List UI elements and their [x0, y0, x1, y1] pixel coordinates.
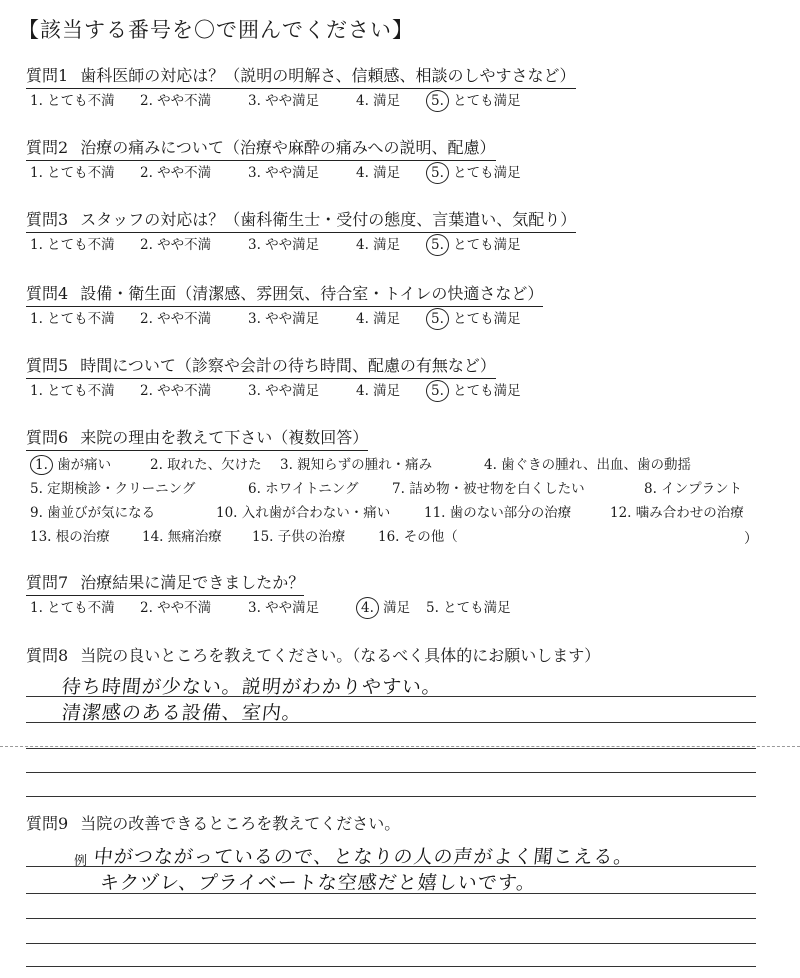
selection-circle: 5. [426, 234, 449, 256]
q6-option-16[interactable]: 16. その他（ [378, 529, 458, 545]
q8-answer-line [26, 748, 756, 749]
q5-number: 質問5 [26, 356, 69, 375]
option-4[interactable]: 4. 満足 [356, 311, 401, 327]
q6-text: 来院の理由を教えて下さい（複数回答） [80, 428, 369, 447]
q9-heading [26, 814, 400, 836]
q8-answer-line-1: 待ち時間が少ない。説明がわかりやすい。 [60, 676, 444, 698]
q9-answer-line-2: キクヅレ、プライベートな空感だと嬉しいです。 [98, 872, 538, 894]
q7-heading [26, 573, 304, 596]
q4-heading [26, 284, 543, 307]
option-5-selected[interactable]: 5. とても満足 [426, 164, 521, 182]
option-3[interactable]: 3. やや満足 [248, 93, 320, 109]
option-4[interactable]: 4. 満足 [356, 165, 401, 181]
q2-heading [26, 138, 496, 161]
selection-circle: 4. [356, 597, 379, 619]
selection-circle: 5. [426, 380, 449, 402]
q1-heading [26, 66, 576, 89]
q7-text: 治療結果に満足できましたか？ [80, 573, 305, 592]
option-1[interactable]: 1. とても不満 [30, 383, 115, 399]
option-1[interactable]: 1. とても不満 [30, 93, 115, 109]
q9-answer-line [26, 943, 756, 944]
q3-text: スタッフの対応は？（歯科衛生士・受付の態度、言葉遣い、気配り） [80, 210, 577, 229]
q9-number: 質問9 [26, 814, 69, 833]
option-5-selected[interactable]: 5. とても満足 [426, 310, 521, 328]
q5-heading [26, 356, 496, 379]
q6-option-9[interactable]: 9. 歯並びが気になる [30, 505, 156, 521]
q9-answer-line-1: 中がつながっているので、となりの人の声がよく聞こえる。 [92, 846, 635, 868]
q9-text: 当院の改善できるところを教えてください。 [80, 814, 401, 833]
q6-option-15[interactable]: 15. 子供の治療 [252, 529, 346, 545]
selection-circle: 1. [30, 455, 53, 475]
q6-option-7[interactable]: 7. 詰め物・被せ物を白くしたい [392, 481, 585, 497]
option-3[interactable]: 3. やや満足 [248, 600, 320, 616]
q3-heading [26, 210, 576, 233]
option-2[interactable]: 2. やや不満 [140, 311, 212, 327]
q6-option-13[interactable]: 13. 根の治療 [30, 529, 110, 545]
q6-option-10[interactable]: 10. 入れ歯が合わない・痛い [216, 505, 391, 521]
selection-circle: 5. [426, 308, 449, 330]
selection-circle: 5. [426, 90, 449, 112]
q6-number: 質問6 [26, 428, 69, 447]
option-3[interactable]: 3. やや満足 [248, 383, 320, 399]
option-2[interactable]: 2. やや不満 [140, 165, 212, 181]
option-2[interactable]: 2. やや不満 [140, 93, 212, 109]
option-4-selected[interactable]: 4. 満足 [356, 599, 410, 617]
q5-text: 時間について（診察や会計の待ち時間、配慮の有無など） [80, 356, 496, 375]
q6-option-4[interactable]: 4. 歯ぐきの腫れ、出血、歯の動揺 [484, 457, 691, 473]
q6-option-8[interactable]: 8. インプラント [644, 481, 743, 497]
q2-text: 治療の痛みについて（治療や麻酔の痛みへの説明、配慮） [80, 138, 496, 157]
q9-answer-line [26, 918, 756, 919]
option-4[interactable]: 4. 満足 [356, 237, 401, 253]
option-5-selected[interactable]: 5. とても満足 [426, 236, 521, 254]
q8-answer-line [26, 772, 756, 773]
q6-heading [26, 428, 368, 451]
q7-number: 質問7 [26, 573, 69, 592]
option-1[interactable]: 1. とても不満 [30, 600, 115, 616]
q3-number: 質問3 [26, 210, 69, 229]
q8-text: 当院の良いところを教えてください。（なるべく具体的にお願いします） [80, 646, 601, 665]
option-1[interactable]: 1. とても不満 [30, 237, 115, 253]
q6-option-14[interactable]: 14. 無痛治療 [142, 529, 222, 545]
page-title: 【該当する番号を〇で囲んでください】 [18, 18, 414, 42]
q6-option-12[interactable]: 12. 噛み合わせの治療 [610, 505, 744, 521]
q8-answer-line [26, 796, 756, 797]
q9-answer-line [26, 966, 756, 967]
option-2[interactable]: 2. やや不満 [140, 600, 212, 616]
q6-option-6[interactable]: 6. ホワイトニング [248, 481, 359, 497]
q8-heading [26, 646, 600, 668]
q6-option-5[interactable]: 5. 定期検診・クリーニング [30, 481, 196, 497]
q6-close-paren: ） [744, 531, 758, 547]
q2-number: 質問2 [26, 138, 69, 157]
option-5-selected[interactable]: 5. とても満足 [426, 92, 521, 110]
q6-option-2[interactable]: 2. 取れた、欠けた [150, 457, 262, 473]
q8-number: 質問8 [26, 646, 69, 665]
q1-text: 歯科医師の対応は？（説明の明解さ、信頼感、相談のしやすさなど） [80, 66, 576, 85]
option-2[interactable]: 2. やや不満 [140, 383, 212, 399]
q4-text: 設備・衛生面（清潔感、雰囲気、待合室・トイレの快適さなど） [80, 284, 544, 303]
option-1[interactable]: 1. とても不満 [30, 165, 115, 181]
scan-fold-line [0, 746, 800, 747]
q8-answer-line-2: 清潔感のある設備、室内。 [60, 702, 304, 724]
q6-option-11[interactable]: 11. 歯のない部分の治療 [424, 505, 572, 521]
option-2[interactable]: 2. やや不満 [140, 237, 212, 253]
option-3[interactable]: 3. やや満足 [248, 311, 320, 327]
option-4[interactable]: 4. 満足 [356, 383, 401, 399]
option-1[interactable]: 1. とても不満 [30, 311, 115, 327]
option-3[interactable]: 3. やや満足 [248, 165, 320, 181]
option-3[interactable]: 3. やや満足 [248, 237, 320, 253]
q4-number: 質問4 [26, 284, 69, 303]
q1-number: 質問1 [26, 66, 69, 85]
q6-option-1-selected[interactable]: 1. 歯が痛い [30, 456, 111, 474]
option-5[interactable]: 5. とても満足 [426, 600, 511, 616]
option-4[interactable]: 4. 満足 [356, 93, 401, 109]
selection-circle: 5. [426, 162, 449, 184]
option-5-selected[interactable]: 5. とても満足 [426, 382, 521, 400]
q6-option-3[interactable]: 3. 親知らずの腫れ・痛み [280, 457, 433, 473]
q9-example-mark: 例 [74, 854, 88, 869]
